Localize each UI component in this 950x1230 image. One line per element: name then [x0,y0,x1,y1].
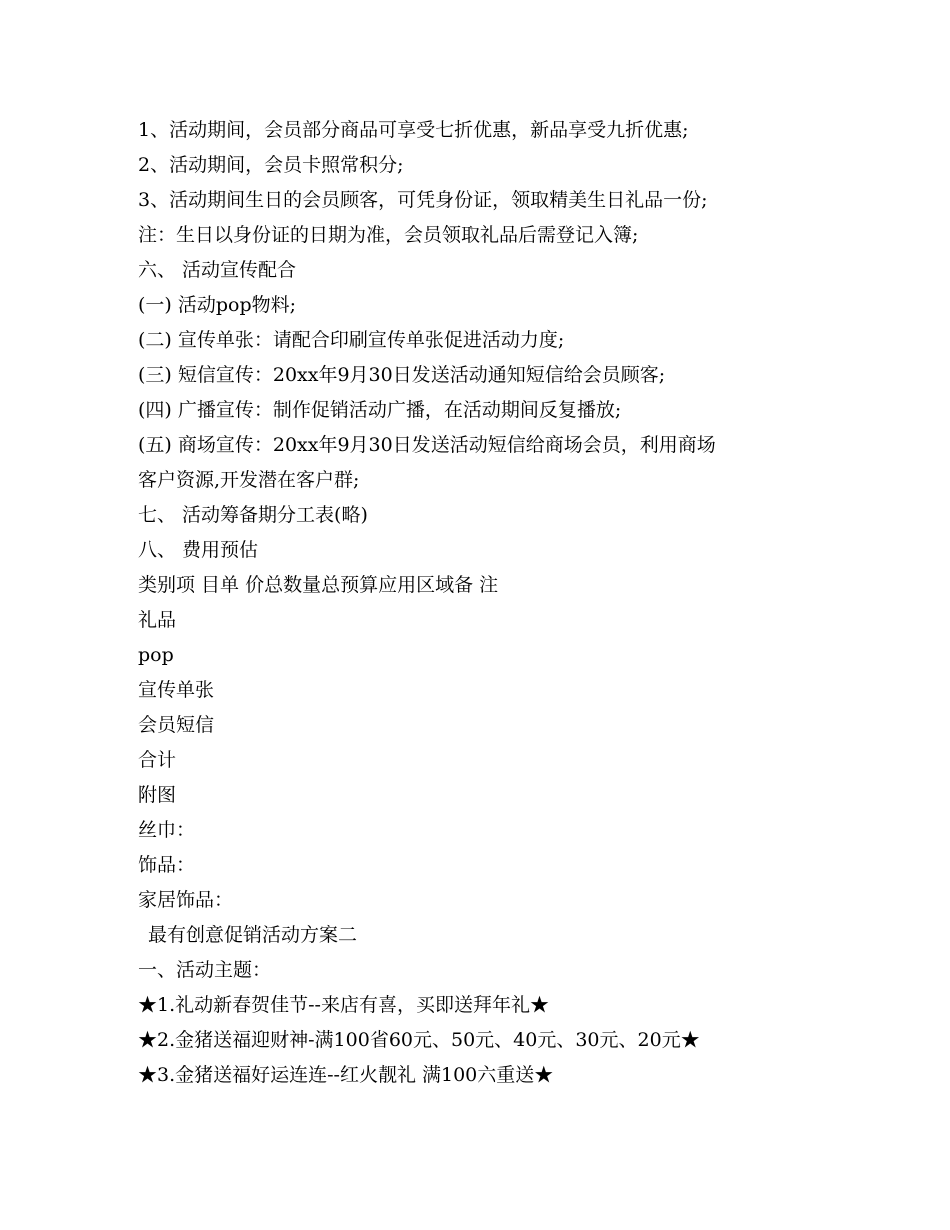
text-line: 丝巾： [138,819,196,841]
document-title: 最有创意促销活动方案二 [148,924,358,946]
text-line: 附图 [138,784,177,806]
section-heading: 七、 活动筹备期分工表(略) [138,504,368,526]
text-line: 注：生日以身份证的日期为准，会员领取礼品后需登记入簿; [138,224,639,246]
text-line: 家居饰品： [138,889,234,911]
document-body [138,113,828,1093]
text-line: 饰品： [138,854,196,876]
text-line: 3、活动期间生日的会员顾客，可凭身份证，领取精美生日礼品一份; [138,189,708,211]
text-line: (二) 宣传单张：请配合印刷宣传单张促进活动力度; [138,329,565,351]
section-heading: 一、活动主题： [138,959,272,981]
text-line: 礼品 [138,609,177,631]
text-line: (一) 活动pop物料; [138,294,297,316]
text-line: (三) 短信宣传：20xx年9月30日发送活动通知短信给会员顾客; [138,364,666,386]
text-line: pop [138,644,174,666]
text-line: ★2.金猪送福迎财神-满100省60元、50元、40元、30元、20元★ [138,1029,700,1051]
text-line: 2、活动期间，会员卡照常积分; [138,154,404,176]
section-heading: 六、 活动宣传配合 [138,259,297,281]
table-header-line: 类别项 目单 价总数量总预算应用区域备 注 [138,574,499,596]
text-line: (五) 商场宣传：20xx年9月30日发送活动短信给商场会员，利用商场 [138,434,716,456]
text-line: 合计 [138,749,177,771]
text-line: ★3.金猪送福好运连连--红火靓礼 满100六重送★ [138,1064,554,1086]
text-line: 会员短信 [138,714,215,736]
section-heading: 八、 费用预估 [138,539,259,561]
text-line: (四) 广播宣传：制作促销活动广播，在活动期间反复播放; [138,399,622,421]
text-line: 1、活动期间，会员部分商品可享受七折优惠，新品享受九折优惠; [138,119,689,141]
text-line: 客户资源,开发潜在客户群; [138,469,360,491]
text-line: 宣传单张 [138,679,215,701]
text-line: ★1.礼动新春贺佳节--来店有喜，买即送拜年礼★ [138,994,549,1016]
